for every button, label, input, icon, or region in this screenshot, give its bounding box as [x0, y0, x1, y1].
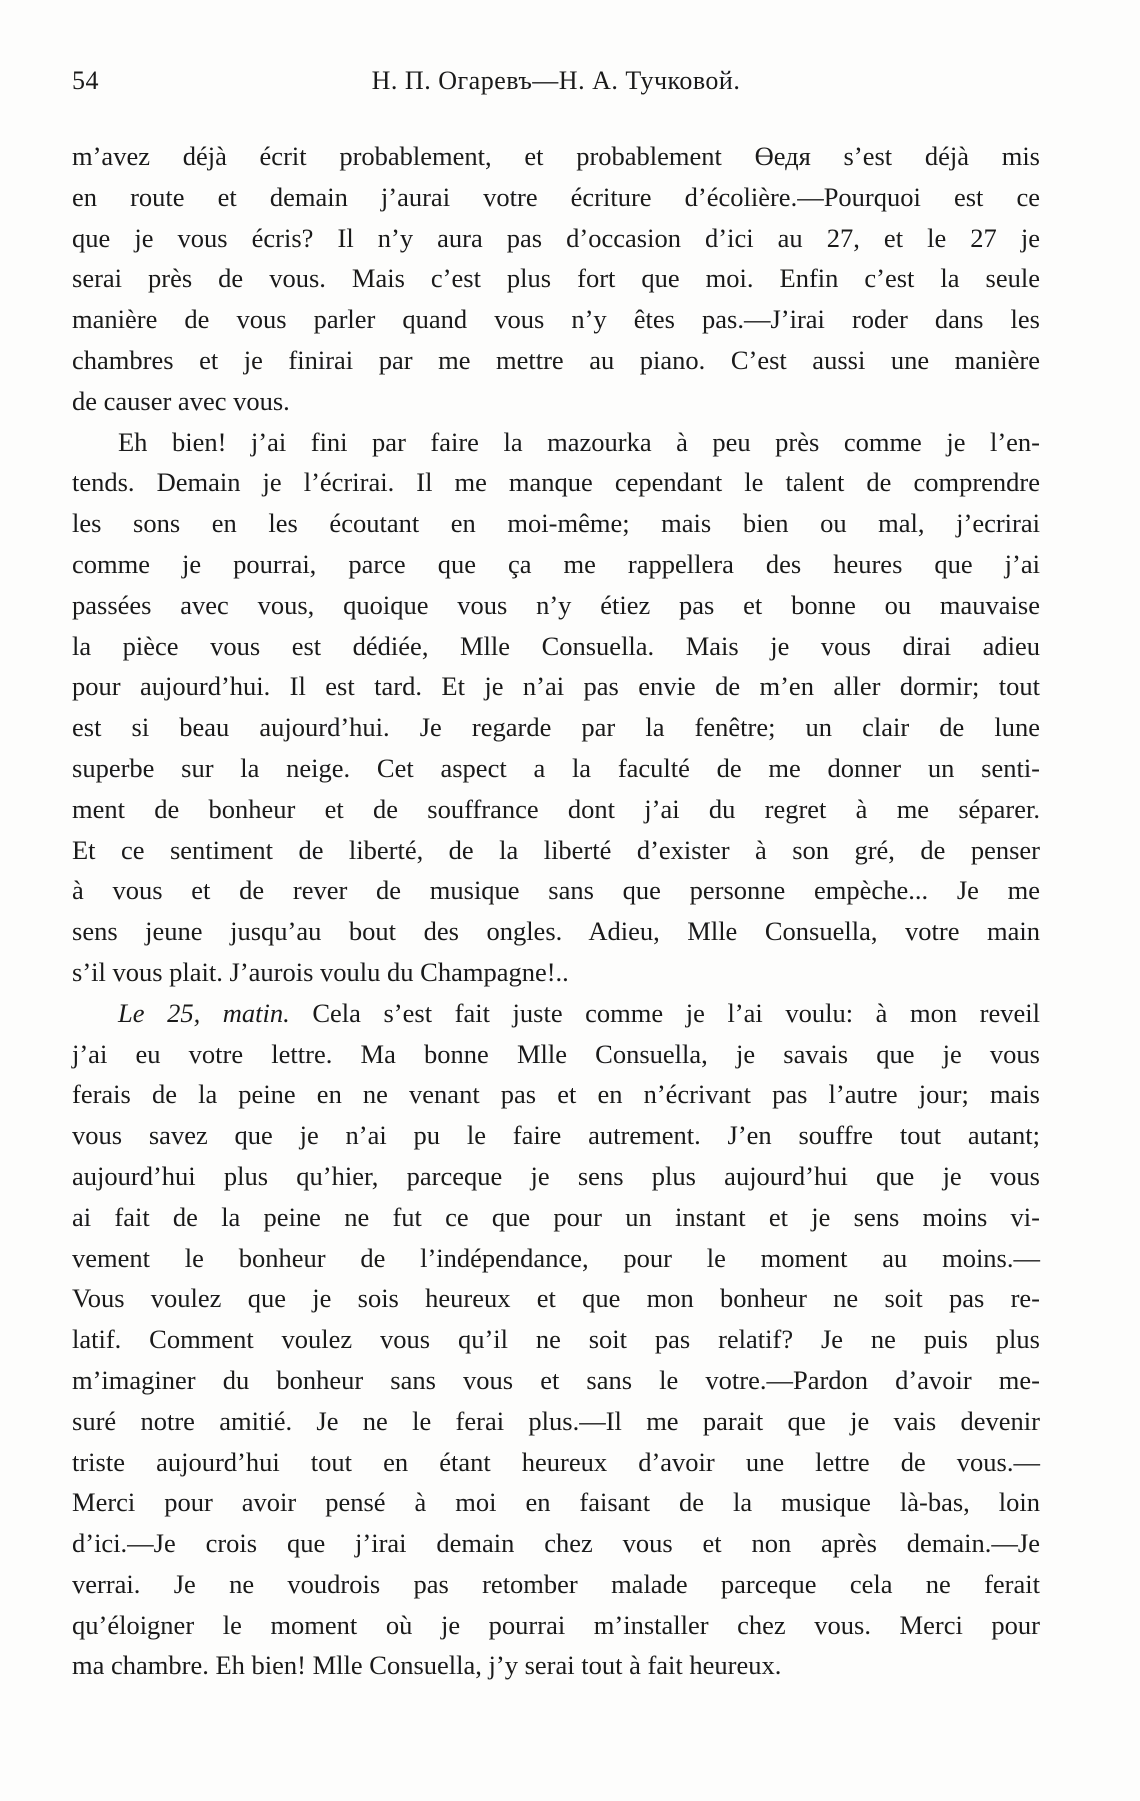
text-line: est si beau aujourd’hui. Je regarde par la fenêtre; un clair de lune — [72, 712, 1040, 743]
page-header-title: Н. П. Огаревъ—Н. А. Тучковой. — [371, 66, 741, 95]
text-line: triste aujourd’hui tout en étant heureux d’avoir une lettre de vous.— — [72, 1446, 1040, 1477]
letter-body — [72, 136, 1040, 1686]
text-line: manière de vous parler quand vous n’y êtes pas.—J’irai roder dans les — [72, 304, 1040, 335]
text-line: s’il vous plait. J’aurois voulu du Champagne!.. — [72, 956, 569, 987]
text-line: comme je pourrai, parce que ça me rappellera des heures que j’ai — [72, 548, 1040, 579]
text-line: passées avec vous, quoique vous n’y étiez pas et bonne ou mauvaise — [72, 589, 1040, 620]
text-line: aujourd’hui plus qu’hier, parceque je sens plus aujourd’hui que je vous — [72, 1160, 1040, 1191]
text-line: latif. Comment voulez vous qu’il ne soit pas relatif? Je ne puis plus — [72, 1324, 1040, 1355]
text-line: suré notre amitié. Je ne le ferai plus.—Il me parait que je vais devenir — [72, 1405, 1040, 1436]
text-line: vous savez que je n’ai pu le faire autrement. J’en souffre tout autant; — [72, 1120, 1040, 1151]
text-line: j’ai eu votre lettre. Ma bonne Mlle Consuella, je savais que je vous — [72, 1038, 1040, 1069]
text-line: ment de bonheur et de souffrance dont j’ai du regret à me séparer. — [72, 793, 1040, 824]
text-line: tends. Demain je l’écrirai. Il me manque cependant le talent de comprendre — [72, 467, 1040, 498]
text-line: que je vous écris? Il n’y aura pas d’occasion d’ici au 27, et le 27 je — [72, 222, 1040, 253]
text-line: m’avez déjà écrit probablement, et probablement Өедя s’est déjà mis — [72, 141, 1040, 171]
dated-entry-line — [72, 993, 1040, 1034]
text-line: Vous voulez que je sois heureux et que mon bonheur ne soit pas re- — [72, 1283, 1040, 1314]
text-line: verrai. Je ne voudrois pas retomber malade parceque cela ne ferait — [72, 1568, 1040, 1599]
text-line: les sons en les écoutant en moi-même; mais bien ou mal, j’ecrirai — [72, 508, 1040, 539]
text-line: ferais de la peine en ne venant pas et en n’écrivant pas l’autre jour; mais — [72, 1079, 1040, 1110]
text-line: la pièce vous est dédiée, Mlle Consuella. Mais je vous dirai adieu — [72, 630, 1040, 661]
text-line: qu’éloigner le moment où je pourrai m’installer chez vous. Merci pour — [72, 1609, 1040, 1640]
text-line: superbe sur la neige. Cet aspect a la faculté de me donner un senti- — [72, 752, 1040, 783]
entry-text: Cela s’est fait juste comme je l’ai voulu: à mon reveil — [312, 997, 1040, 1028]
text-line: de causer avec vous. — [72, 385, 290, 416]
text-line: serai près de vous. Mais c’est plus fort que moi. Enfin c’est la seule — [72, 263, 1040, 294]
text-line: à vous et de rever de musique sans que personne empèche... Je me — [72, 875, 1040, 906]
text-line: ai fait de la peine ne fut ce que pour un instant et je sens moins vi- — [72, 1201, 1040, 1232]
text-line: Eh bien! j’ai fini par faire la mazourka à peu près comme je l’en- — [118, 426, 1040, 457]
text-line: ma chambre. Eh bien! Mlle Consuella, j’y serai tout à fait heureux. — [72, 1650, 782, 1681]
text-line: pour aujourd’hui. Il est tard. Et je n’ai pas envie de m’en aller dormir; tout — [72, 671, 1040, 702]
text-line: d’ici.—Je crois que j’irai demain chez vous et non après demain.—Je — [72, 1528, 1040, 1559]
text-line: m’imaginer du bonheur sans vous et sans le votre.—Pardon d’avoir me- — [72, 1364, 1040, 1395]
text-line: sens jeune jusqu’au bout des ongles. Adieu, Mlle Consuella, votre main — [72, 916, 1040, 947]
text-line: vement le bonheur de l’indépendance, pour le moment au moins.— — [72, 1242, 1040, 1273]
text-line: chambres et je finirai par me mettre au piano. C’est aussi une manière — [72, 344, 1040, 375]
entry-date: Le 25, matin. — [118, 997, 290, 1028]
text-line: Merci pour avoir pensé à moi en faisant de la musique là-bas, loin — [72, 1487, 1040, 1518]
running-head — [72, 66, 1040, 106]
text-line: Et ce sentiment de liberté, de la liberté d’exister à son gré, de penser — [72, 834, 1040, 865]
page-number: 54 — [72, 66, 99, 95]
text-line: en route et demain j’aurai votre écriture d’écolière.—Pourquoi est ce — [72, 181, 1040, 212]
